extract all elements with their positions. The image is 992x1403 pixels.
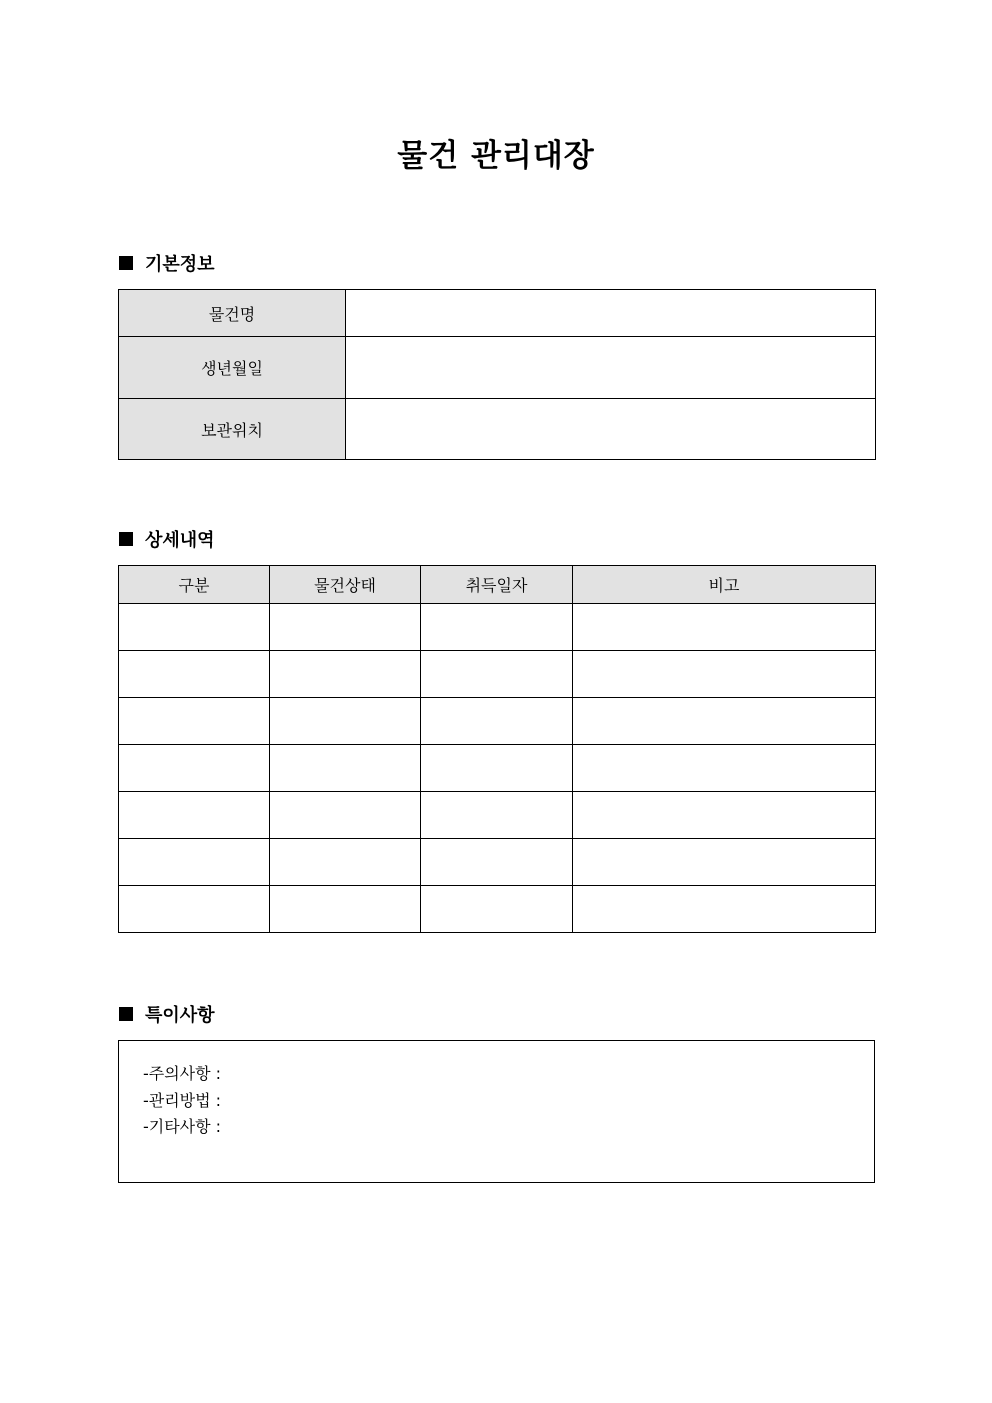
table-cell[interactable] xyxy=(270,651,421,698)
square-bullet-icon xyxy=(119,532,133,546)
basic-info-heading-text: 기본정보 xyxy=(145,254,215,275)
square-bullet-icon xyxy=(119,1007,133,1021)
table-cell[interactable] xyxy=(119,792,270,839)
column-header: 비고 xyxy=(573,566,876,604)
remark-item-other: -기타사항 : xyxy=(143,1117,222,1136)
basic-info-value-field[interactable] xyxy=(346,290,876,337)
table-cell[interactable] xyxy=(119,839,270,886)
table-cell[interactable] xyxy=(573,604,876,651)
basic-info-row-birthdate xyxy=(119,337,876,399)
table-row xyxy=(119,745,876,792)
details-heading xyxy=(119,528,215,554)
table-cell[interactable] xyxy=(119,745,270,792)
table-cell[interactable] xyxy=(421,839,573,886)
table-cell[interactable] xyxy=(270,745,421,792)
basic-info-value-field[interactable] xyxy=(346,399,876,460)
page-title: 물건 관리대장 xyxy=(397,138,595,174)
table-cell[interactable] xyxy=(119,698,270,745)
basic-info-row-storage-location xyxy=(119,399,876,460)
square-bullet-icon xyxy=(119,256,133,270)
table-cell[interactable] xyxy=(421,604,573,651)
table-cell[interactable] xyxy=(119,886,270,933)
table-row xyxy=(119,604,876,651)
basic-info-label: 물건명 xyxy=(119,290,346,337)
table-cell[interactable] xyxy=(573,651,876,698)
table-row xyxy=(119,886,876,933)
remark-item-management: -관리방법 : xyxy=(143,1090,222,1110)
table-cell[interactable] xyxy=(421,792,573,839)
table-cell[interactable] xyxy=(573,792,876,839)
table-cell[interactable] xyxy=(421,651,573,698)
table-cell[interactable] xyxy=(573,839,876,886)
details-heading-text: 상세내역 xyxy=(145,530,215,551)
basic-info-row-item-name xyxy=(119,290,876,337)
details-table xyxy=(118,565,876,933)
table-cell[interactable] xyxy=(119,604,270,651)
remarks-list xyxy=(143,1061,221,1141)
table-cell[interactable] xyxy=(573,745,876,792)
table-cell[interactable] xyxy=(573,886,876,933)
table-cell[interactable] xyxy=(421,698,573,745)
table-row xyxy=(119,651,876,698)
column-header: 구분 xyxy=(119,566,270,604)
details-header-row xyxy=(119,566,876,604)
table-cell[interactable] xyxy=(421,886,573,933)
remark-item-caution: -주의사항 : xyxy=(143,1064,222,1083)
table-cell[interactable] xyxy=(573,698,876,745)
table-row xyxy=(119,839,876,886)
table-cell[interactable] xyxy=(119,651,270,698)
column-header: 물건상태 xyxy=(270,566,421,604)
table-cell[interactable] xyxy=(270,792,421,839)
table-cell[interactable] xyxy=(421,745,573,792)
remarks-heading xyxy=(119,1003,215,1029)
remarks-box[interactable] xyxy=(118,1040,875,1183)
table-cell[interactable] xyxy=(270,886,421,933)
table-cell[interactable] xyxy=(270,839,421,886)
basic-info-heading xyxy=(119,252,215,278)
basic-info-value-field[interactable] xyxy=(346,337,876,399)
table-cell[interactable] xyxy=(270,698,421,745)
table-row xyxy=(119,698,876,745)
table-row xyxy=(119,792,876,839)
column-header: 취득일자 xyxy=(421,566,573,604)
basic-info-label: 보관위치 xyxy=(119,399,346,460)
remarks-heading-text: 특이사항 xyxy=(145,1005,215,1026)
basic-info-table xyxy=(118,289,876,460)
table-cell[interactable] xyxy=(270,604,421,651)
basic-info-label: 생년월일 xyxy=(119,337,346,399)
